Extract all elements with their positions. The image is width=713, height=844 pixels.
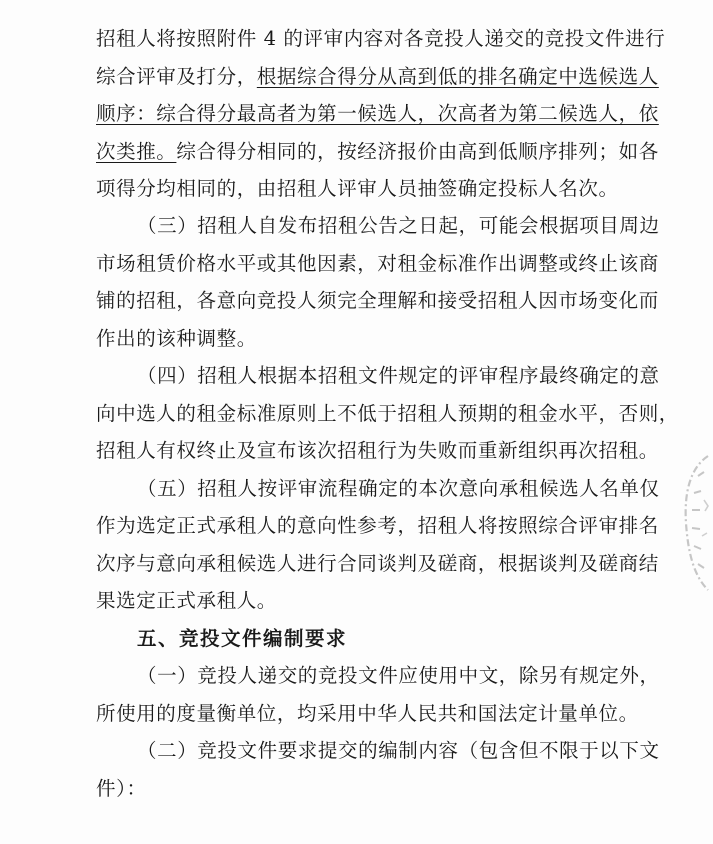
text-run: 招租人将按照附件 4 的评审内容对各竞投人递交的竞投文件进行 (96, 27, 666, 50)
text-run: 件）： (96, 777, 147, 800)
text-line (96, 513, 696, 539)
text-line (137, 738, 697, 764)
text-run: （二）竞投文件要求提交的编制内容（包含但不限于以下文 (137, 739, 660, 762)
text-run: 作出的该种调整。 (96, 327, 257, 350)
text-run: 向中选人的租金标准原则上不低于招租人预期的租金水平，否则， (96, 402, 679, 425)
text-line (96, 139, 696, 165)
text-line (96, 401, 696, 427)
text-line (96, 251, 696, 277)
text-line (96, 551, 696, 577)
text-run: 次序与意向承租候选人进行合同谈判及磋商，根据谈判及磋商结 (96, 552, 659, 575)
text-line (96, 64, 696, 90)
section-heading (137, 626, 697, 652)
text-line (137, 663, 697, 689)
text-run: 招租人有权终止及宣布该次招租行为失败而重新组织再次招租。 (96, 439, 659, 462)
underlined-text-run: 根据综合得分从高到低的排名确定中选候选人 (256, 65, 659, 88)
text-run: （一）竞投人递交的竞投文件应使用中文，除另有规定外， (137, 664, 660, 687)
text-line (96, 701, 696, 727)
text-run: 项得分均相同的，由招租人评审人员抽签确定投标人名次。 (96, 177, 619, 200)
text-line (96, 438, 696, 464)
text-run: 所使用的度量衡单位，均采用中华人民共和国法定计量单位。 (96, 702, 639, 725)
text-line (96, 326, 696, 352)
text-run: 铺的招租，各意向竞投人须完全理解和接受招租人因市场变化而 (96, 289, 659, 312)
text-run: 综合得分相同的，按经济报价由高到低顺序排列；如各 (176, 140, 659, 163)
text-run: 果选定正式承租人。 (96, 589, 277, 612)
text-line (96, 588, 696, 614)
text-line (96, 288, 696, 314)
text-run: 市场租赁价格水平或其他因素，对租金标准作出调整或终止该商 (96, 252, 659, 275)
text-line (96, 776, 696, 802)
text-run: 综合评审及打分， (96, 65, 257, 88)
text-run: （四）招租人根据本招租文件规定的评审程序最终确定的意 (137, 364, 660, 387)
text-line (96, 26, 696, 52)
text-line (137, 476, 697, 502)
underlined-text-run: 顺序：综合得分最高者为第一候选人，次高者为第二候选人，依 (96, 102, 659, 125)
underlined-text-run: 次类推。 (96, 140, 177, 163)
text-line (96, 176, 696, 202)
text-line (137, 363, 697, 389)
text-line (96, 101, 696, 127)
heading-text: 五、竞投文件编制要求 (137, 627, 348, 650)
text-line (137, 213, 697, 239)
text-run: 作为选定正式承租人的意向性参考，招租人将按照综合评审排名 (96, 514, 659, 537)
seal-stamp-icon (678, 448, 713, 598)
text-run: （三）招租人自发布招租公告之日起，可能会根据项目周边 (137, 214, 660, 237)
text-run: （五）招租人按评审流程确定的本次意向承租候选人名单仅 (137, 477, 660, 500)
